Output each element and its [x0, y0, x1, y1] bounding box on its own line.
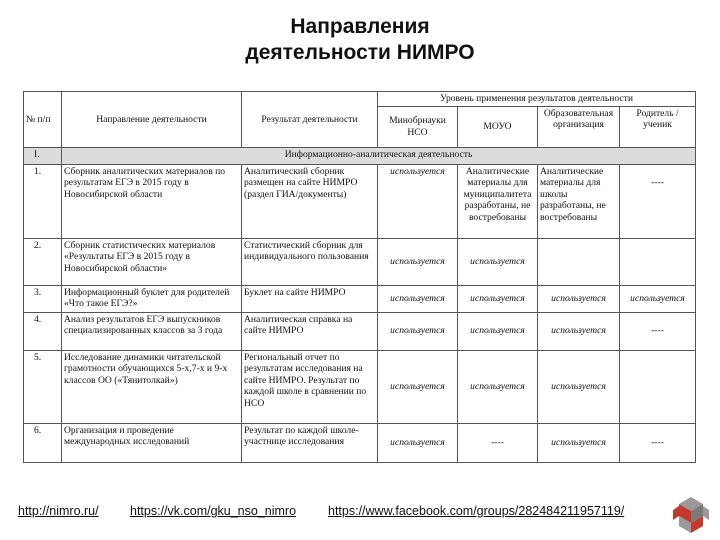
header-edu-org: Образовательная организация: [538, 106, 620, 147]
row-edu-org: используется: [538, 312, 620, 350]
row-num: 3.: [24, 285, 62, 312]
row-direction: Сборник статистических материалов «Результаты ЕГЭ в 2015 году в Новосибирской области»: [62, 238, 242, 285]
row-mouo: ----: [458, 423, 538, 462]
row-parent: используется: [620, 285, 696, 312]
row-parent: ----: [620, 423, 696, 462]
row-parent: [620, 350, 696, 423]
row-result: Буклет на сайте НИМРО: [242, 285, 378, 312]
row-direction: Сборник аналитических материалов по результатам ЕГЭ в 2015 году в Новосибирской области: [62, 164, 242, 238]
row-ministry: используется: [378, 164, 458, 238]
row-edu-org: используется: [538, 285, 620, 312]
row-edu-org: используется: [538, 350, 620, 423]
title-line-2: деятельности НИМРО: [245, 41, 475, 64]
row-ministry: используется: [378, 312, 458, 350]
vk-link[interactable]: https://vk.com/gku_nso_nimro: [130, 504, 297, 518]
row-parent: [620, 238, 696, 285]
row-result: Аналитический сборник размещен на сайте НИМРО (раздел ГИА/документы): [242, 164, 378, 238]
row-ministry: используется: [378, 423, 458, 462]
table-row: [24, 238, 696, 285]
header-parent: Родитель / ученик: [620, 106, 696, 147]
row-mouo: используется: [458, 312, 538, 350]
row-result: Региональный отчет по результатам исследования на сайте НИМРО. Результат по каждой школе в сравнении по НСО: [242, 350, 378, 423]
row-mouo: используется: [458, 285, 538, 312]
row-num: 2.: [24, 238, 62, 285]
table-row: [24, 285, 696, 312]
table-row: [24, 164, 696, 238]
header-direction: Направление деятельности: [62, 92, 242, 148]
header-num: № п/п: [24, 92, 62, 148]
row-direction: Информационный буклет для родителей «Что такое ЕГЭ?»: [62, 285, 242, 312]
row-result: Результат по каждой школе-участнице исследования: [242, 423, 378, 462]
activities-table: [23, 91, 696, 463]
row-ministry: используется: [378, 285, 458, 312]
header-result: Результат деятельности: [242, 92, 378, 148]
row-edu-org-text: Аналитические материалы для школы разработаны, не востребованы: [540, 165, 606, 223]
row-mouo: используется: [458, 238, 538, 285]
row-parent: ----: [620, 164, 696, 238]
row-num: 6.: [24, 423, 62, 462]
row-direction: Анализ результатов ЕГЭ выпускников специализированных классов за 3 года: [62, 312, 242, 350]
row-edu-org: используется: [538, 423, 620, 462]
footer: [0, 494, 720, 540]
row-mouo-text: Аналитические материалы для муниципалитета разработаны, не востребованы: [463, 165, 532, 223]
section-row: [24, 147, 696, 164]
row-num: 4.: [24, 312, 62, 350]
row-edu-org: [538, 164, 620, 238]
row-mouo: [458, 164, 538, 238]
header-row-1: [24, 92, 696, 107]
row-parent: ----: [620, 312, 696, 350]
facebook-link[interactable]: https://www.facebook.com/groups/282484211957119/: [328, 504, 625, 518]
activities-table-wrapper: [23, 91, 695, 463]
row-ministry: используется: [378, 350, 458, 423]
row-mouo: используется: [458, 350, 538, 423]
row-direction: Организация и проведение международных исследований: [62, 423, 242, 462]
site-link[interactable]: http://nimro.ru/: [18, 504, 99, 518]
table-row: [24, 350, 696, 423]
header-ministry: Минобрнауки НСО: [378, 106, 458, 147]
row-num: 1.: [24, 164, 62, 238]
title-line-1: Направления: [290, 15, 430, 38]
row-direction: Исследование динамики читательской грамотности обучающихся 5-х,7-х и 9-х классов ОО («Тянитолкай»): [62, 350, 242, 423]
row-result: Статистический сборник для индивидуального пользования: [242, 238, 378, 285]
row-num: 5.: [24, 350, 62, 423]
row-edu-org: [538, 238, 620, 285]
page-title: [0, 14, 720, 66]
table-row: [24, 423, 696, 462]
table-row: [24, 312, 696, 350]
row-ministry: используется: [378, 238, 458, 285]
section-label: Информационно-аналитическая деятельность: [62, 147, 696, 164]
header-mouo: МОУО: [458, 106, 538, 147]
row-result: Аналитическая справка на сайте НИМРО: [242, 312, 378, 350]
section-num: I.: [24, 147, 62, 164]
nimro-logo-icon: [670, 494, 712, 536]
header-level-group: Уровень применения результатов деятельности: [378, 92, 696, 107]
